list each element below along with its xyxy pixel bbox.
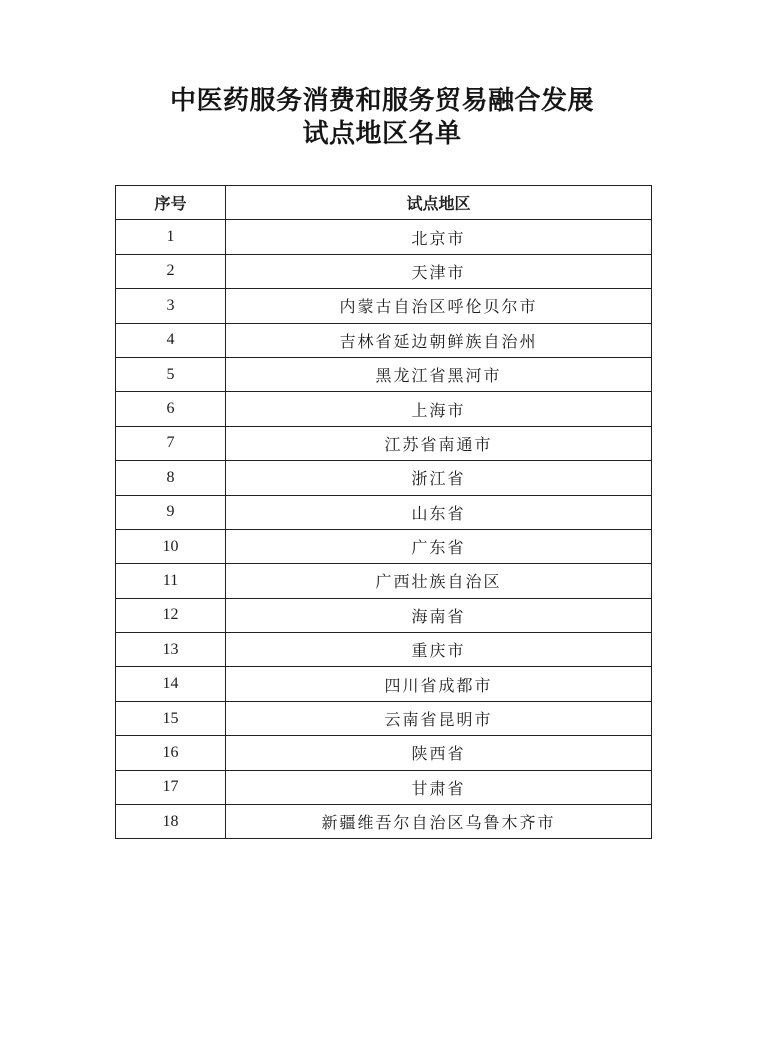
- table-header-row: [116, 186, 652, 220]
- table-row: [116, 254, 652, 288]
- row-region-name: 陕西省: [226, 736, 652, 770]
- row-serial-number: 6: [116, 392, 226, 426]
- row-serial-number: 11: [116, 564, 226, 598]
- table-body: [116, 220, 652, 839]
- row-region-name: 上海市: [226, 392, 652, 426]
- row-serial-number: 4: [116, 323, 226, 357]
- table-row: [116, 736, 652, 770]
- row-region-name: 天津市: [226, 254, 652, 288]
- row-region-name: 新疆维吾尔自治区乌鲁木齐市: [226, 805, 652, 839]
- row-region-name: 云南省昆明市: [226, 701, 652, 735]
- table-row: [116, 220, 652, 254]
- row-region-name: 江苏省南通市: [226, 426, 652, 460]
- document-title-line1: 中医药服务消费和服务贸易融合发展: [169, 86, 594, 116]
- row-serial-number: 17: [116, 770, 226, 804]
- row-serial-number: 9: [116, 495, 226, 529]
- table-row: [116, 461, 652, 495]
- row-region-name: 广东省: [226, 529, 652, 563]
- row-serial-number: 12: [116, 598, 226, 632]
- table-row: [116, 529, 652, 563]
- table-row: [116, 564, 652, 598]
- row-serial-number: 8: [116, 461, 226, 495]
- row-region-name: 黑龙江省黑河市: [226, 357, 652, 391]
- table-row: [116, 357, 652, 391]
- table-row: [116, 805, 652, 839]
- row-region-name: 北京市: [226, 220, 652, 254]
- row-serial-number: 1: [116, 220, 226, 254]
- row-region-name: 四川省成都市: [226, 667, 652, 701]
- row-serial-number: 15: [116, 701, 226, 735]
- row-serial-number: 10: [116, 529, 226, 563]
- row-region-name: 重庆市: [226, 633, 652, 667]
- table-row: [116, 392, 652, 426]
- table-row: [116, 598, 652, 632]
- header-pilot-region: 试点地区: [226, 186, 652, 220]
- row-region-name: 山东省: [226, 495, 652, 529]
- table-row: [116, 633, 652, 667]
- table-row: [116, 667, 652, 701]
- row-region-name: 海南省: [226, 598, 652, 632]
- table-row: [116, 701, 652, 735]
- row-serial-number: 13: [116, 633, 226, 667]
- table-row: [116, 426, 652, 460]
- row-serial-number: 14: [116, 667, 226, 701]
- row-region-name: 甘肃省: [226, 770, 652, 804]
- table-row: [116, 323, 652, 357]
- row-serial-number: 7: [116, 426, 226, 460]
- row-serial-number: 18: [116, 805, 226, 839]
- row-serial-number: 16: [116, 736, 226, 770]
- table-row: [116, 495, 652, 529]
- table-row: [116, 289, 652, 323]
- row-serial-number: 3: [116, 289, 226, 323]
- table-row: [116, 770, 652, 804]
- row-region-name: 广西壮族自治区: [226, 564, 652, 598]
- pilot-region-table: [115, 185, 652, 839]
- row-serial-number: 5: [116, 357, 226, 391]
- row-region-name: 内蒙古自治区呼伦贝尔市: [226, 289, 652, 323]
- row-serial-number: 2: [116, 254, 226, 288]
- document-title-line2: 试点地区名单: [302, 119, 462, 149]
- header-serial-number: 序号: [116, 186, 226, 220]
- row-region-name: 吉林省延边朝鲜族自治州: [226, 323, 652, 357]
- row-region-name: 浙江省: [226, 461, 652, 495]
